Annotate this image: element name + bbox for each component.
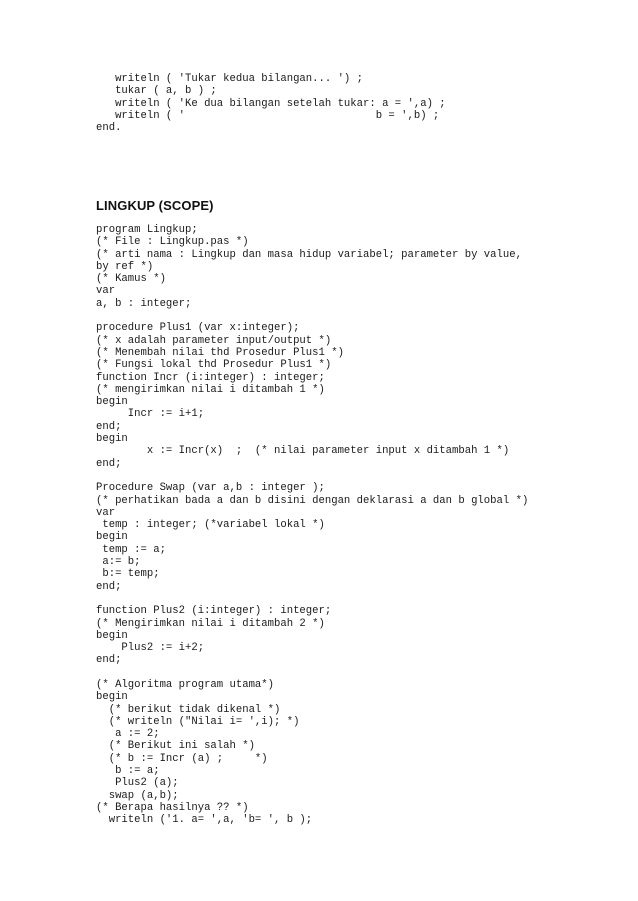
code-line: by ref *)	[96, 260, 154, 273]
code-line: (* Kamus *)	[96, 273, 166, 286]
code-line: end;	[96, 457, 122, 470]
code-line: function Plus2 (i:integer) : integer;	[96, 605, 332, 618]
code-line: (* Menembah nilai thd Prosedur Plus1 *)	[96, 346, 344, 359]
code-line: end;	[96, 654, 122, 667]
code-line: writeln ( 'Tukar kedua bilangan... ') ;	[96, 73, 364, 85]
code-line: (* Berikut ini salah *)	[96, 740, 255, 753]
code-line: (* Mengirimkan nilai i ditambah 2 *)	[96, 617, 325, 630]
code-line: (* Fungsi lokal thd Prosedur Plus1 *)	[96, 359, 332, 372]
code-line: tukar ( a, b ) ;	[96, 85, 217, 98]
code-line: (* writeln ("Nilai i= ',i); *)	[96, 715, 300, 728]
code-line: a := 2;	[96, 728, 160, 741]
code-line: (* berikut tidak dikenal *)	[96, 703, 281, 716]
code-line: x := Incr(x) ; (* nilai parameter input x ditambah 1 *)	[96, 445, 510, 458]
code-line	[96, 593, 528, 605]
code-line: temp : integer; (*variabel lokal *)	[96, 519, 325, 532]
code-line: a:= b;	[96, 556, 141, 569]
code-line: (* arti nama : Lingkup dan masa hidup variabel; parameter by value,	[96, 248, 522, 261]
code-line: swap (a,b);	[96, 789, 179, 802]
code-line: Procedure Swap (var a,b : integer );	[96, 482, 325, 495]
code-line: begin	[96, 691, 128, 704]
code-block-top	[96, 73, 446, 134]
code-line: b := a;	[96, 765, 160, 778]
code-line: a, b : integer;	[96, 297, 192, 310]
code-line: program Lingkup;	[96, 224, 198, 236]
code-line: begin	[96, 531, 128, 544]
code-line: end;	[96, 580, 122, 593]
code-line: begin	[96, 433, 128, 446]
code-line: procedure Plus1 (var x:integer);	[96, 322, 300, 335]
code-block-main	[96, 224, 528, 827]
code-line: (* b := Incr (a) ; *)	[96, 752, 268, 765]
code-line	[96, 667, 528, 679]
code-line: (* x adalah parameter input/output *)	[96, 334, 332, 347]
code-line: (* mengirimkan nilai i ditambah 1 *)	[96, 383, 325, 396]
code-line: begin	[96, 629, 128, 642]
code-line	[96, 470, 528, 482]
code-line: function Incr (i:integer) : integer;	[96, 371, 325, 384]
code-line: b:= temp;	[96, 568, 160, 581]
code-line: var	[96, 285, 116, 298]
code-line: var	[96, 506, 116, 519]
code-line: end.	[96, 122, 122, 135]
code-line: writeln ('1. a= ',a, 'b= ', b );	[96, 814, 313, 827]
code-line: temp := a;	[96, 543, 166, 556]
code-line: (* perhatikan bada a dan b disini dengan deklarasi a dan b global *)	[96, 494, 529, 507]
section-heading: LINGKUP (SCOPE)	[96, 198, 214, 213]
code-line: writeln ( ' b = ',b) ;	[96, 109, 440, 122]
code-line: (* File : Lingkup.pas *)	[96, 236, 249, 249]
code-line: end;	[96, 420, 122, 433]
code-line: writeln ( 'Ke dua bilangan setelah tukar: a = ',a) ;	[96, 97, 446, 110]
code-line: (* Berapa hasilnya ?? *)	[96, 801, 249, 814]
code-line: (* Algoritma program utama*)	[96, 678, 275, 691]
code-line: Plus2 (a);	[96, 777, 179, 790]
code-line: Incr := i+1;	[96, 408, 205, 421]
code-line	[96, 310, 528, 322]
code-line: begin	[96, 396, 128, 409]
code-line: Plus2 := i+2;	[96, 642, 205, 655]
